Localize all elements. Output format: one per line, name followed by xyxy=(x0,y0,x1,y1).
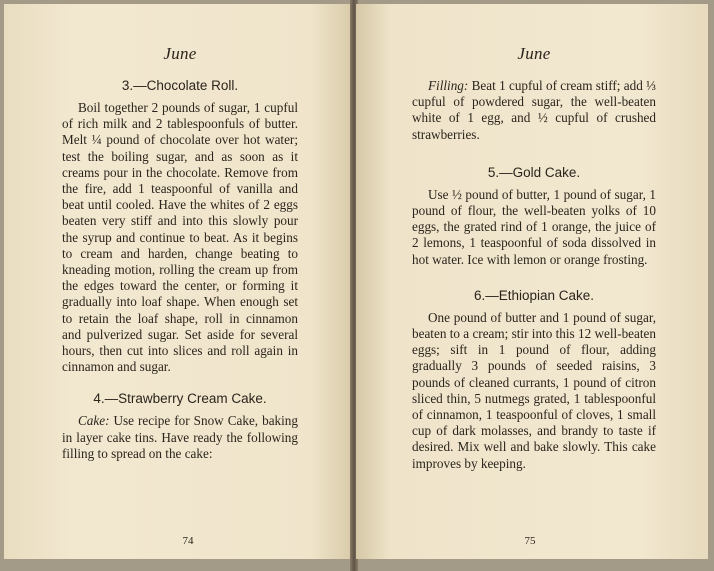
recipe-title: 3.—Chocolate Roll. xyxy=(121,78,239,93)
running-head: June xyxy=(163,44,197,63)
recipe-title: 6.—Ethiopian Cake. xyxy=(473,287,595,303)
recipe-lead: Filling: xyxy=(428,78,469,93)
recipe-title: 5.—Gold Cake. xyxy=(487,164,581,180)
recipe-body-text: Beat 1 cupful of cream stiff; add ⅓ cupful of powdered sugar, the well-beaten white of 1 egg, and ½ cupful of crushed strawberries. xyxy=(412,78,656,142)
right-page xyxy=(356,4,708,559)
recipe-body: Boil together 2 pounds of sugar, 1 cupful of rich milk and 2 tablespoonfuls of butter. Melt ¼ pound of chocolate over hot water; test the boiling sugar, and as soon as it creams pour in the chocolate. Remove from the fire, add 1 teaspoonful of vanilla and beat until cooled. Have the whites of 2 eggs beaten very stiff and into this slowly pour the syrup and continue to beat. As it begins to cream and harden, change beating to kneading motion, rolling the cream up from the edges toward the center, or forming it gradually into loaf shape. When enough set to retain the loaf shape, roll in cinnamon and pulverized sugar. Set aside for several hours, then cut into slices and roll again in cinnamon and sugar. xyxy=(62,100,298,375)
recipe-body xyxy=(62,413,298,462)
recipe-body: One pound of butter and 1 pound of sugar, beaten to a cream; stir into this 12 well-beaten eggs; sift in 1 pound of flour, adding gradually 3 pounds of seeded raisins, 3 pounds of cleaned currants, 1 pound of citron sliced thin, 5 nutmegs grated, 1 tablespoonful of cinnamon, 1 teaspoonful of cloves, 1 small cup of dark molasses, and brandy to taste if desired. Mix well and bake slowly. This cake improves by keeping. xyxy=(412,309,656,471)
recipe-body: Use ½ pound of butter, 1 pound of sugar, 1 pound of flour, the well-beaten yolks of 10 eggs, the grated rind of 1 orange, the juice of 2 lemons, 1 teaspoonful of soda dissolved in hot water. Ice with lemon or orange frosting. xyxy=(412,186,656,267)
left-page xyxy=(4,4,352,559)
page-number: 74 xyxy=(182,535,194,547)
recipe-title: 4.—Strawberry Cream Cake. xyxy=(93,391,267,407)
recipe-body-text: Use recipe for Snow Cake, baking in layer cake tins. Have ready the following filling to spread on the cake: xyxy=(62,413,298,461)
running-head: June xyxy=(517,44,551,63)
page-number: 75 xyxy=(524,535,536,547)
recipe-body xyxy=(412,78,656,143)
recipe-lead: Cake: xyxy=(78,413,110,429)
